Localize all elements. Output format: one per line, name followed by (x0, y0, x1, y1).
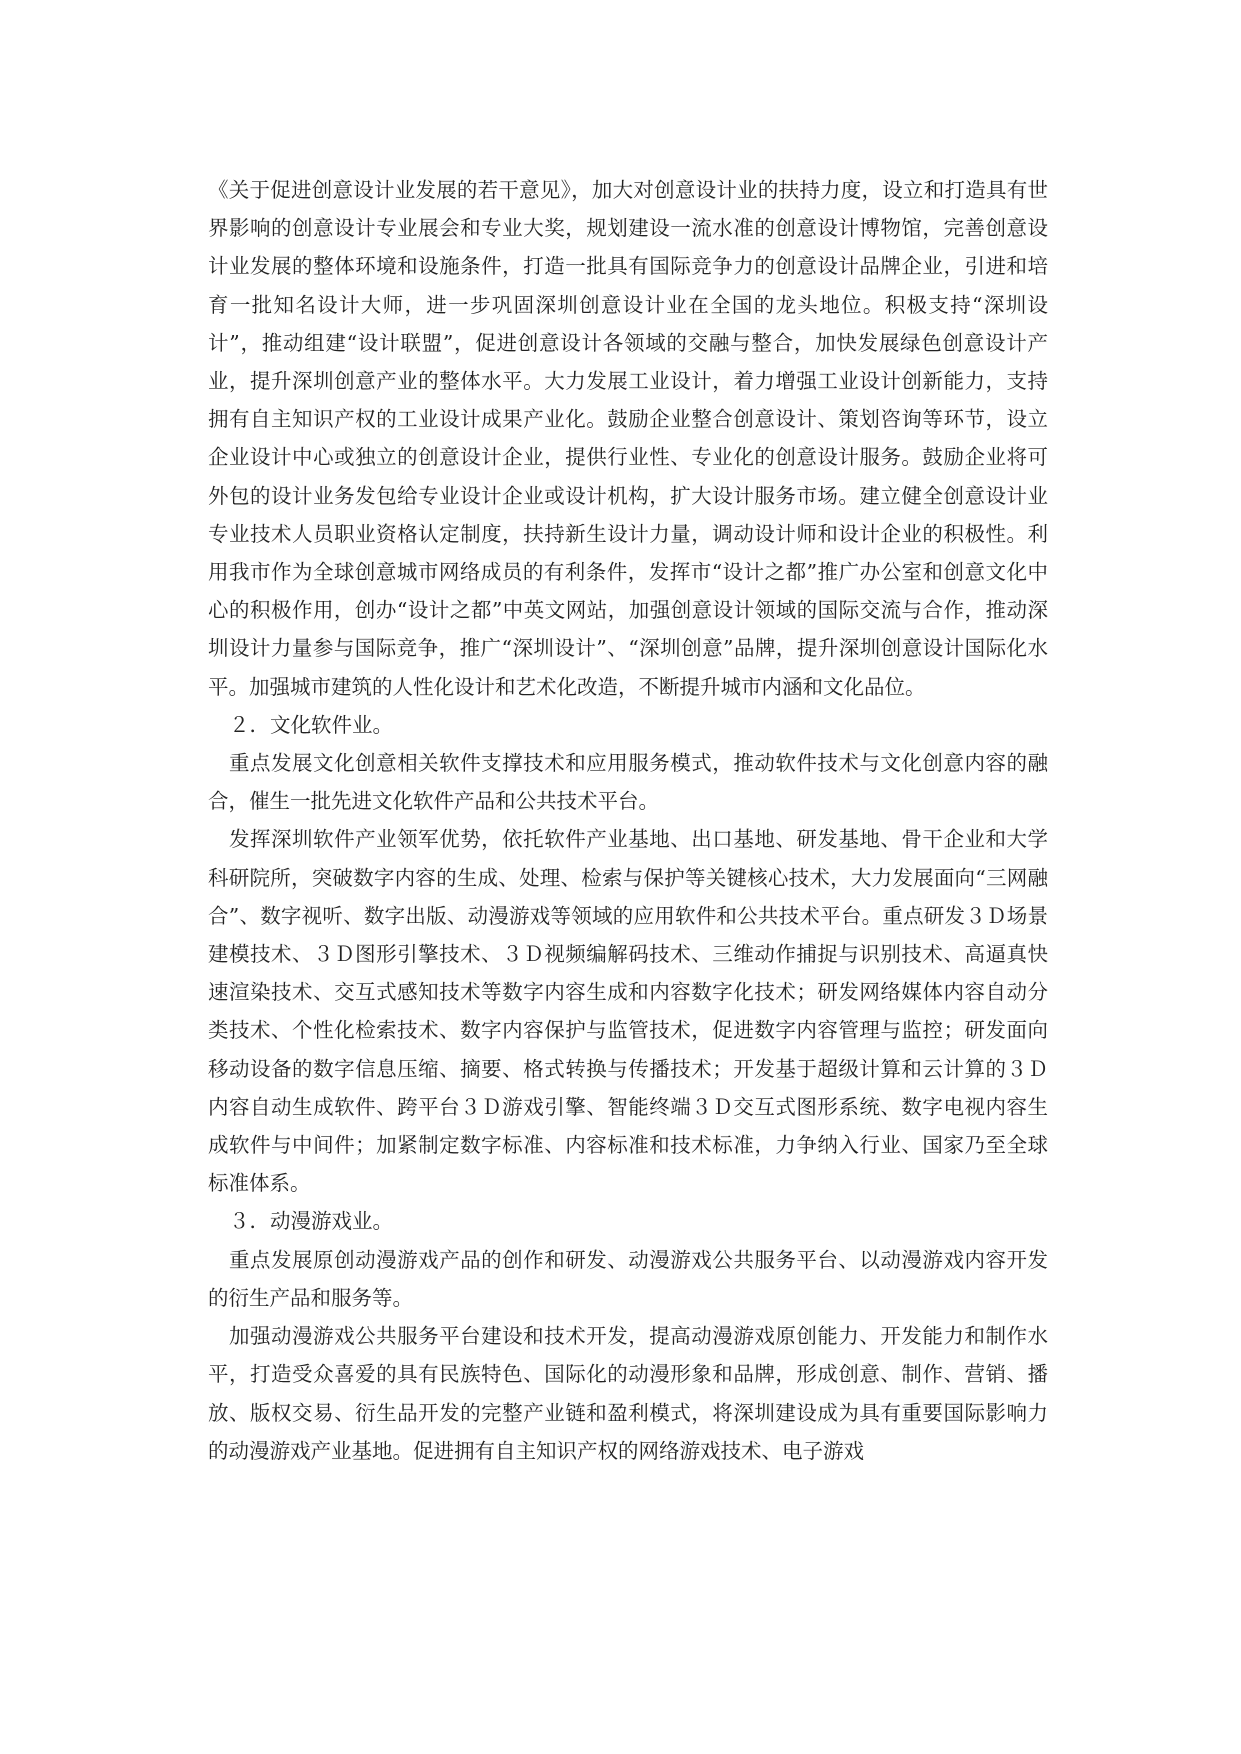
paragraph-animation-focus: 重点发展原创动漫游戏产品的创作和研发、动漫游戏公共服务平台、以动漫游戏内容开发的衍生产品和服务等。 (208, 1247, 1048, 1310)
document-page (208, 171, 1048, 1470)
paragraph-design-industry: 《关于促进创意设计业发展的若干意见》，加大对创意设计业的扶持力度，设立和打造具有世界影响的创意设计专业展会和专业大奖，规划建设一流水准的创意设计博物馆，完善创意设计业发展的整体环境和设施条件，打造一批具有国际竞争力的创意设计品牌企业，引进和培育一批知名设计大师，进一步巩固深圳创意设计业在全国的龙头地位。积极支持“深圳设计”，推动组建“设计联盟”，促进创意设计各领域的交融与整合，加快发展绿色创意设计产业，提升深圳创意产业的整体水平。大力发展工业设计，着力增强工业设计创新能力，支持拥有自主知识产权的工业设计成果产业化。鼓励企业整合创意设计、策划咨询等环节，设立企业设计中心或独立的创意设计企业，提供行业性、专业化的创意设计服务。鼓励企业将可外包的设计业务发包给专业设计企业或设计机构，扩大设计服务市场。建立健全创意设计业专业技术人员职业资格认定制度，扶持新生设计力量，调动设计师和设计企业的积极性。利用我市作为全球创意城市网络成员的有利条件，发挥市“设计之都”推广办公室和创意文化中心的积极作用，创办“设计之都”中英文网站，加强创意设计领域的国际交流与合作，推动深圳设计力量参与国际竞争，推广“深圳设计”、“深圳创意”品牌，提升深圳创意设计国际化水平。加强城市建筑的人性化设计和艺术化改造，不断提升城市内涵和文化品位。 (208, 178, 1048, 699)
section-heading-animation-games: ３．动漫游戏业。 (229, 1209, 393, 1234)
paragraph-software-focus: 重点发展文化创意相关软件支撑技术和应用服务模式，推动软件技术与文化创意内容的融合，催生一批先进文化软件产品和公共技术平台。 (208, 751, 1048, 814)
paragraph-software-details: 发挥深圳软件产业领军优势，依托软件产业基地、出口基地、研发基地、骨干企业和大学科研院所，突破数字内容的生成、处理、检索与保护等关键核心技术，大力发展面向“三网融合”、数字视听、数字出版、动漫游戏等领域的应用软件和公共技术平台。重点研发３Ｄ场景建模技术、３Ｄ图形引擎技术、３Ｄ视频编解码技术、三维动作捕捉与识别技术、高逼真快速渲染技术、交互式感知技术等数字内容生成和内容数字化技术；研发网络媒体内容自动分类技术、个性化检索技术、数字内容保护与监管技术，促进数字内容管理与监控；研发面向移动设备的数字信息压缩、摘要、格式转换与传播技术；开发基于超级计算和云计算的３Ｄ内容自动生成软件、跨平台３Ｄ游戏引擎、智能终端３Ｄ交互式图形系统、数字电视内容生成软件与中间件；加紧制定数字标准、内容标准和技术标准，力争纳入行业、国家乃至全球标准体系。 (208, 827, 1048, 1196)
paragraph-animation-details: 加强动漫游戏公共服务平台建设和技术开发，提高动漫游戏原创能力、开发能力和制作水平，打造受众喜爱的具有民族特色、国际化的动漫形象和品牌，形成创意、制作、营销、播放、版权交易、衍生品开发的完整产业链和盈利模式，将深圳建设成为具有重要国际影响力的动漫游戏产业基地。促进拥有自主知识产权的网络游戏技术、电子游戏 (208, 1324, 1048, 1463)
section-heading-cultural-software: ２．文化软件业。 (229, 712, 393, 737)
